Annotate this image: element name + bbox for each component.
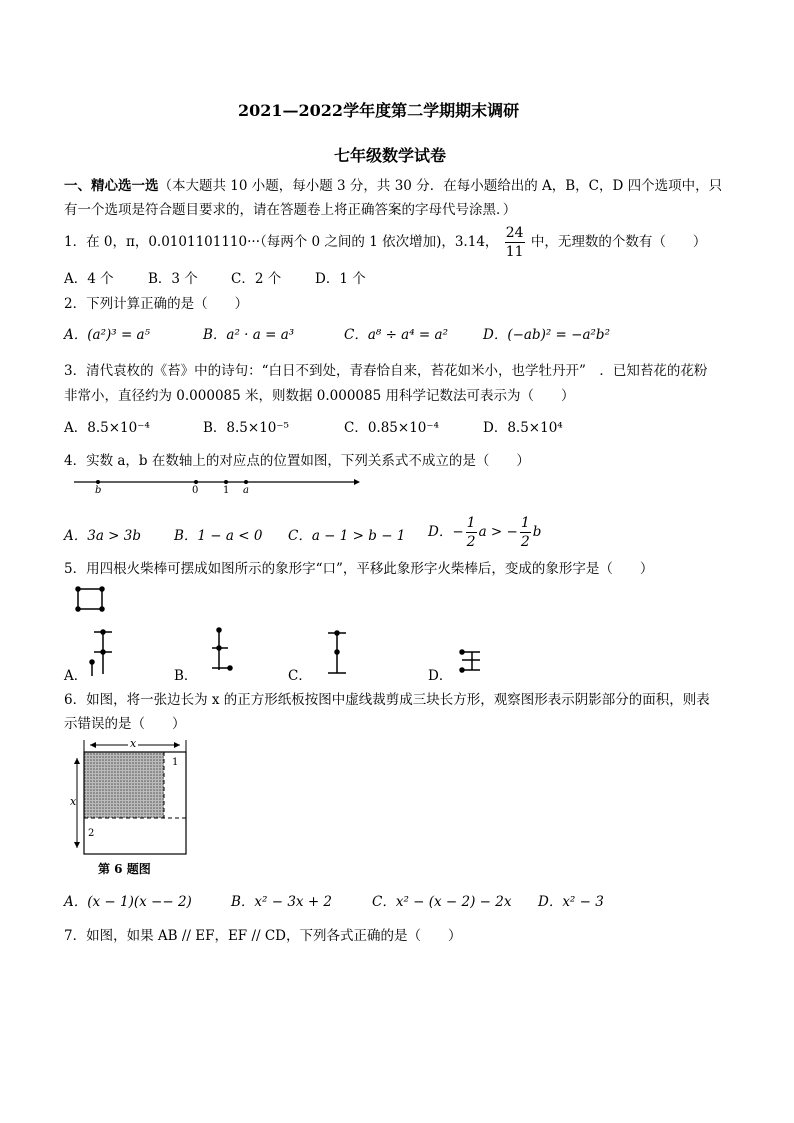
question-7: 7．如图，如果 AB // EF，EF // CD，下列各式正确的是（ ） [64,928,462,944]
shaded-region [84,752,164,818]
q4-option-c[interactable]: C．a − 1 > b − 1 [288,528,406,544]
q3-option-c[interactable]: C．0.85×10⁻⁴ [344,420,439,436]
q3-option-d[interactable]: D．8.5×10⁴ [483,420,563,436]
q4-option-b[interactable]: B．1 − a < 0 [174,528,263,544]
fig6-caption: 第 6 题图 [98,862,151,876]
exam-title: 2021—2022学年度第二学期期末调研 [238,101,520,120]
q2-option-a[interactable]: A．(a²)³ = a⁵ [64,327,151,343]
question-2: 2．下列计算正确的是（ ） [64,296,249,312]
section-intro-line1: （本大题共 10 小题，每小题 3 分，共 30 分．在每小题给出的 A，B，C，D 四个选项中，只 [158,178,723,194]
q1-option-b[interactable]: B．3 个 [148,271,198,287]
q4-option-d[interactable]: D．− $\frac{1}{2}$ a > − $\frac{1}{2}$ b [428,515,542,550]
q6-option-b[interactable]: B．x² − 3x + 2 [231,894,333,910]
q5-option-c[interactable]: C． [288,668,312,684]
fig6-label-1: 1 [172,757,179,768]
axis-label-b: b [95,485,102,496]
question-5: 5．用四根火柴棒可摆成如图所示的象形字“口”，平移此象形字火柴棒后，变成的象形字是（ ） [64,561,654,577]
q2-option-d[interactable]: D．(−ab)² = −a²b² [483,327,610,343]
q1-pre: 1．在 0，π，0.0101101110···（每两个 0 之间的 1 依次增加)，3.14， [64,234,499,250]
question-6-line1: 6．如图，将一张边长为 x 的正方形纸板按图中虚线裁剪成三块长方形，观察图形表示阴影部分的面积，则表 [64,692,710,708]
q3-option-a[interactable]: A．8.5×10⁻⁴ [64,420,150,436]
q5-option-d[interactable]: D． [428,668,453,684]
axis-label-a: a [243,485,249,496]
q3-option-b[interactable]: B．8.5×10⁻⁵ [203,420,289,436]
fig6-label-top-x: x [130,737,137,750]
question-4: 4．实数 a，b 在数轴上的对应点的位置如图，下列关系式不成立的是（ ） [64,453,530,469]
q1-option-a[interactable]: A．4 个 [64,271,114,287]
q1-option-c[interactable]: C．2 个 [231,271,282,287]
axis-label-1: 1 [223,485,230,496]
q6-option-a[interactable]: A．(x − 1)(x −− 2) [64,894,192,910]
q2-option-c[interactable]: C．a⁸ ÷ a⁴ = a² [344,327,448,343]
q5-option-b[interactable]: B． [174,668,198,684]
q6-option-c[interactable]: C．x² − (x − 2) − 2x [372,894,512,910]
section-heading: 一、精心选一选 [64,178,159,194]
fig6-label-left-x: x [70,795,77,808]
q2-option-b[interactable]: B．a² · a = a³ [203,327,295,343]
fig6-label-2: 2 [88,828,95,839]
q5-option-a[interactable]: A． [64,668,88,684]
q4-half-2: $\frac{1}{2}$ [520,515,530,550]
q4-option-a[interactable]: A．3a > 3b [64,528,142,544]
question-3-line1: 3．清代袁枚的《苔》中的诗句：“白日不到处，青春恰自来，苔花如米小，也学牡丹开” ．已知苔花的花粉 [64,363,708,379]
q4-half-1: $\frac{1}{2}$ [466,515,476,550]
q1-fraction: $\frac{24}{11}$ [505,225,524,260]
q1-option-d[interactable]: D．1 个 [315,271,366,287]
question-6-line2: 示错误的是（ ） [64,716,186,732]
axis-label-0: 0 [192,485,199,496]
q6-option-d[interactable]: D．x² − 3 [538,894,604,910]
q1-post: 中，无理数的个数有（ ） [530,234,707,250]
exam-subtitle: 七年级数学试卷 [334,146,447,165]
section-intro-line2: 有一个选项是符合题目要求的，请在答题卷上将正确答案的字母代号涂黑．） [64,202,517,218]
question-3-line2: 非常小，直径约为 0.000085 米，则数据 0.000085 用科学记数法可表示为（ ） [64,388,575,404]
